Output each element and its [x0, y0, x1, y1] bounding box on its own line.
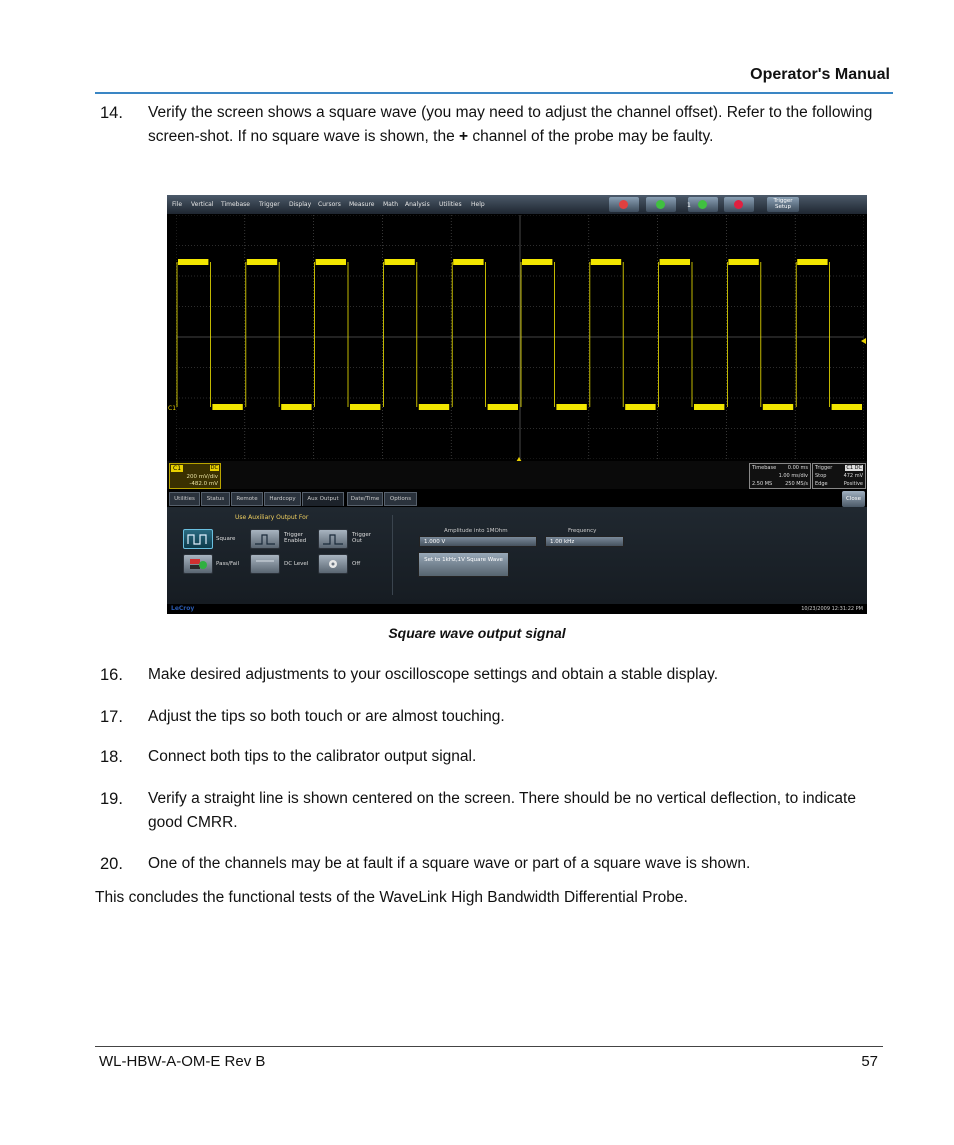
off-option-button[interactable]: [318, 554, 348, 574]
square-label: Square: [216, 536, 236, 542]
trigger-slope: Positive: [843, 481, 863, 487]
header-rule: [95, 92, 893, 94]
trace-low-segment: [350, 404, 380, 410]
amplitude-label: Amplitude into 1MOhm: [444, 528, 508, 534]
footer-page-number: 57: [861, 1053, 878, 1070]
aux-output-title: Use Auxiliary Output For: [235, 514, 309, 521]
frequency-field[interactable]: 1.00 kHz: [545, 536, 624, 547]
trace-low-segment: [832, 404, 862, 410]
trace-low-segment: [625, 404, 655, 410]
footer-doc-id: WL-HBW-A-OM-E Rev B: [99, 1053, 266, 1070]
trace-low-segment: [763, 404, 793, 410]
pulse-icon: [319, 530, 347, 548]
trace-high-segment: [247, 259, 277, 265]
pass-fail-option-button[interactable]: [183, 554, 213, 574]
step-text: Verify the screen shows a square wave (you may need to adjust the channel offset). Refer to the following screen-shot. If no square wave is shown, the + channel of the probe may be faulty.: [148, 104, 873, 145]
channel-coupling: DC: [210, 465, 218, 471]
trace-low-segment: [281, 404, 311, 410]
amplitude-field[interactable]: 1.000 V: [419, 536, 537, 547]
step-number: 14.: [100, 104, 123, 122]
toolbar-auto-button[interactable]: [609, 197, 639, 212]
pass-fail-label: Pass/Fail: [216, 561, 240, 567]
waveform-grid: [176, 215, 864, 459]
stop-icon: [734, 200, 743, 209]
step-text: Connect both tips to the calibrator output signal.: [148, 748, 477, 765]
step-number: 19.: [100, 790, 123, 808]
plus-symbol: +: [459, 128, 469, 145]
tab-options[interactable]: Options: [384, 492, 417, 506]
trigger-out-option-button[interactable]: [318, 529, 348, 549]
step-number: 17.: [100, 708, 123, 726]
panel-divider: [392, 515, 393, 595]
trigger-level: 472 mV: [843, 473, 863, 479]
timebase-rate: 250 MS/s: [785, 481, 808, 487]
timebase-label: Timebase: [752, 465, 777, 471]
channel-icon: [698, 200, 707, 209]
channel-tag: C1: [173, 465, 182, 472]
step-text: Adjust the tips so both touch or are almost touching.: [148, 708, 505, 725]
step-text: Make desired adjustments to your oscilloscope settings and obtain a stable display.: [148, 666, 719, 683]
trace-high-segment: [178, 259, 208, 265]
trace-low-segment: [488, 404, 518, 410]
menu-file[interactable]: File: [172, 201, 183, 208]
menu-display[interactable]: Display: [289, 201, 312, 208]
trigger-setup-button[interactable]: Trigger Setup: [767, 197, 799, 212]
scope-menubar: [167, 195, 867, 214]
tab-status[interactable]: Status: [201, 492, 230, 506]
oscilloscope-screenshot: [167, 195, 867, 614]
channel-1-descriptor[interactable]: [169, 463, 221, 489]
trigger-enabled-option-button[interactable]: [250, 529, 280, 549]
utilities-tabs: [167, 492, 867, 507]
close-button[interactable]: Close: [842, 491, 865, 507]
menu-analysis[interactable]: Analysis: [405, 201, 430, 208]
menu-trigger[interactable]: Trigger: [259, 201, 280, 208]
square-wave-icon: [184, 530, 212, 548]
menu-math[interactable]: Math: [383, 201, 399, 208]
menu-vertical[interactable]: Vertical: [191, 201, 214, 208]
footer-rule: [95, 1046, 883, 1047]
menu-timebase[interactable]: Timebase: [221, 201, 250, 208]
toolbar-channel-button[interactable]: [688, 197, 718, 212]
trace-high-segment: [591, 259, 621, 265]
trace-low-segment: [556, 404, 586, 410]
off-icon: [319, 555, 347, 573]
square-option-button[interactable]: [183, 529, 213, 549]
setup-icon: [656, 200, 665, 209]
tab-remote[interactable]: Remote: [231, 492, 263, 506]
trace-high-segment: [522, 259, 552, 265]
pass-fail-icon: [184, 555, 212, 573]
tab-utilities[interactable]: Utilities: [169, 492, 200, 506]
timebase-descriptor[interactable]: [749, 463, 811, 489]
tab-aux-output[interactable]: Aux Output: [302, 492, 344, 506]
step-number: 20.: [100, 855, 123, 873]
trace-high-segment: [453, 259, 483, 265]
trace-low-segment: [694, 404, 724, 410]
trigger-descriptor[interactable]: [812, 463, 866, 489]
trigger-type: Edge: [815, 481, 828, 487]
conclusion-text: This concludes the functional tests of the WaveLink High Bandwidth Differential Probe.: [95, 889, 688, 906]
menu-cursors[interactable]: Cursors: [318, 201, 341, 208]
step-number: 16.: [100, 666, 123, 684]
frequency-label: Frequency: [568, 528, 597, 534]
lecroy-logo: LeCroy: [171, 605, 195, 612]
trigger-level-marker: [861, 338, 866, 344]
timebase-delay: 0.00 ms: [787, 465, 808, 471]
tab-hardcopy[interactable]: Hardcopy: [264, 492, 301, 506]
trace-low-segment: [212, 404, 242, 410]
off-label: Off: [352, 561, 361, 567]
menu-utilities[interactable]: Utilities: [439, 201, 462, 208]
trigger-channel: C1 DC: [846, 465, 862, 471]
step-text: Verify a straight line is shown centered on the screen. There should be no vertical deflection, to indicate good CMRR.: [148, 790, 856, 831]
waveform-trace: [177, 259, 862, 410]
trace-high-segment: [384, 259, 414, 265]
trigger-label: Trigger: [815, 465, 833, 471]
trace-low-segment: [419, 404, 449, 410]
dc-level-option-button[interactable]: [250, 554, 280, 574]
figure-caption: Square wave output signal: [388, 625, 566, 641]
channel-vdiv: 200 mV/div: [186, 474, 218, 480]
timebase-samples: 2.50 MS: [752, 481, 773, 487]
trigger-out-label: Trigger Out: [352, 532, 371, 544]
channel-offset: -482.0 mV: [189, 481, 218, 487]
scope-statusbar: [167, 604, 867, 614]
header-title: Operator's Manual: [750, 66, 890, 83]
timebase-tdiv: 1.00 ms/div: [778, 473, 808, 479]
tab-date-time[interactable]: Date/Time: [347, 492, 383, 506]
step-number: 18.: [100, 748, 123, 766]
trace-high-segment: [316, 259, 346, 265]
auto-icon: [619, 200, 628, 209]
trigger-mode: Stop: [815, 473, 827, 479]
pulse-icon: [251, 530, 279, 548]
step-text: One of the channels may be at fault if a square wave or part of a square wave is shown.: [148, 855, 751, 872]
menu-help[interactable]: Help: [471, 201, 485, 208]
toolbar-setup-button[interactable]: [646, 197, 676, 212]
trace-high-segment: [728, 259, 758, 265]
trigger-enabled-label: Trigger Enabled: [284, 532, 307, 544]
toolbar-stop-button[interactable]: [724, 197, 754, 212]
dc-level-icon: [251, 555, 279, 573]
channel-marker: C1: [168, 405, 177, 412]
trace-high-segment: [660, 259, 690, 265]
scope-datetime: 10/23/2009 12:31:22 PM: [801, 606, 863, 612]
dc-level-label: DC Level: [284, 561, 309, 567]
trace-high-segment: [797, 259, 827, 265]
toolbar-number: 1: [687, 202, 691, 209]
set-1khz-square-wave-button[interactable]: Set to 1kHz,1V Square Wave: [418, 552, 509, 577]
menu-measure[interactable]: Measure: [349, 201, 375, 208]
